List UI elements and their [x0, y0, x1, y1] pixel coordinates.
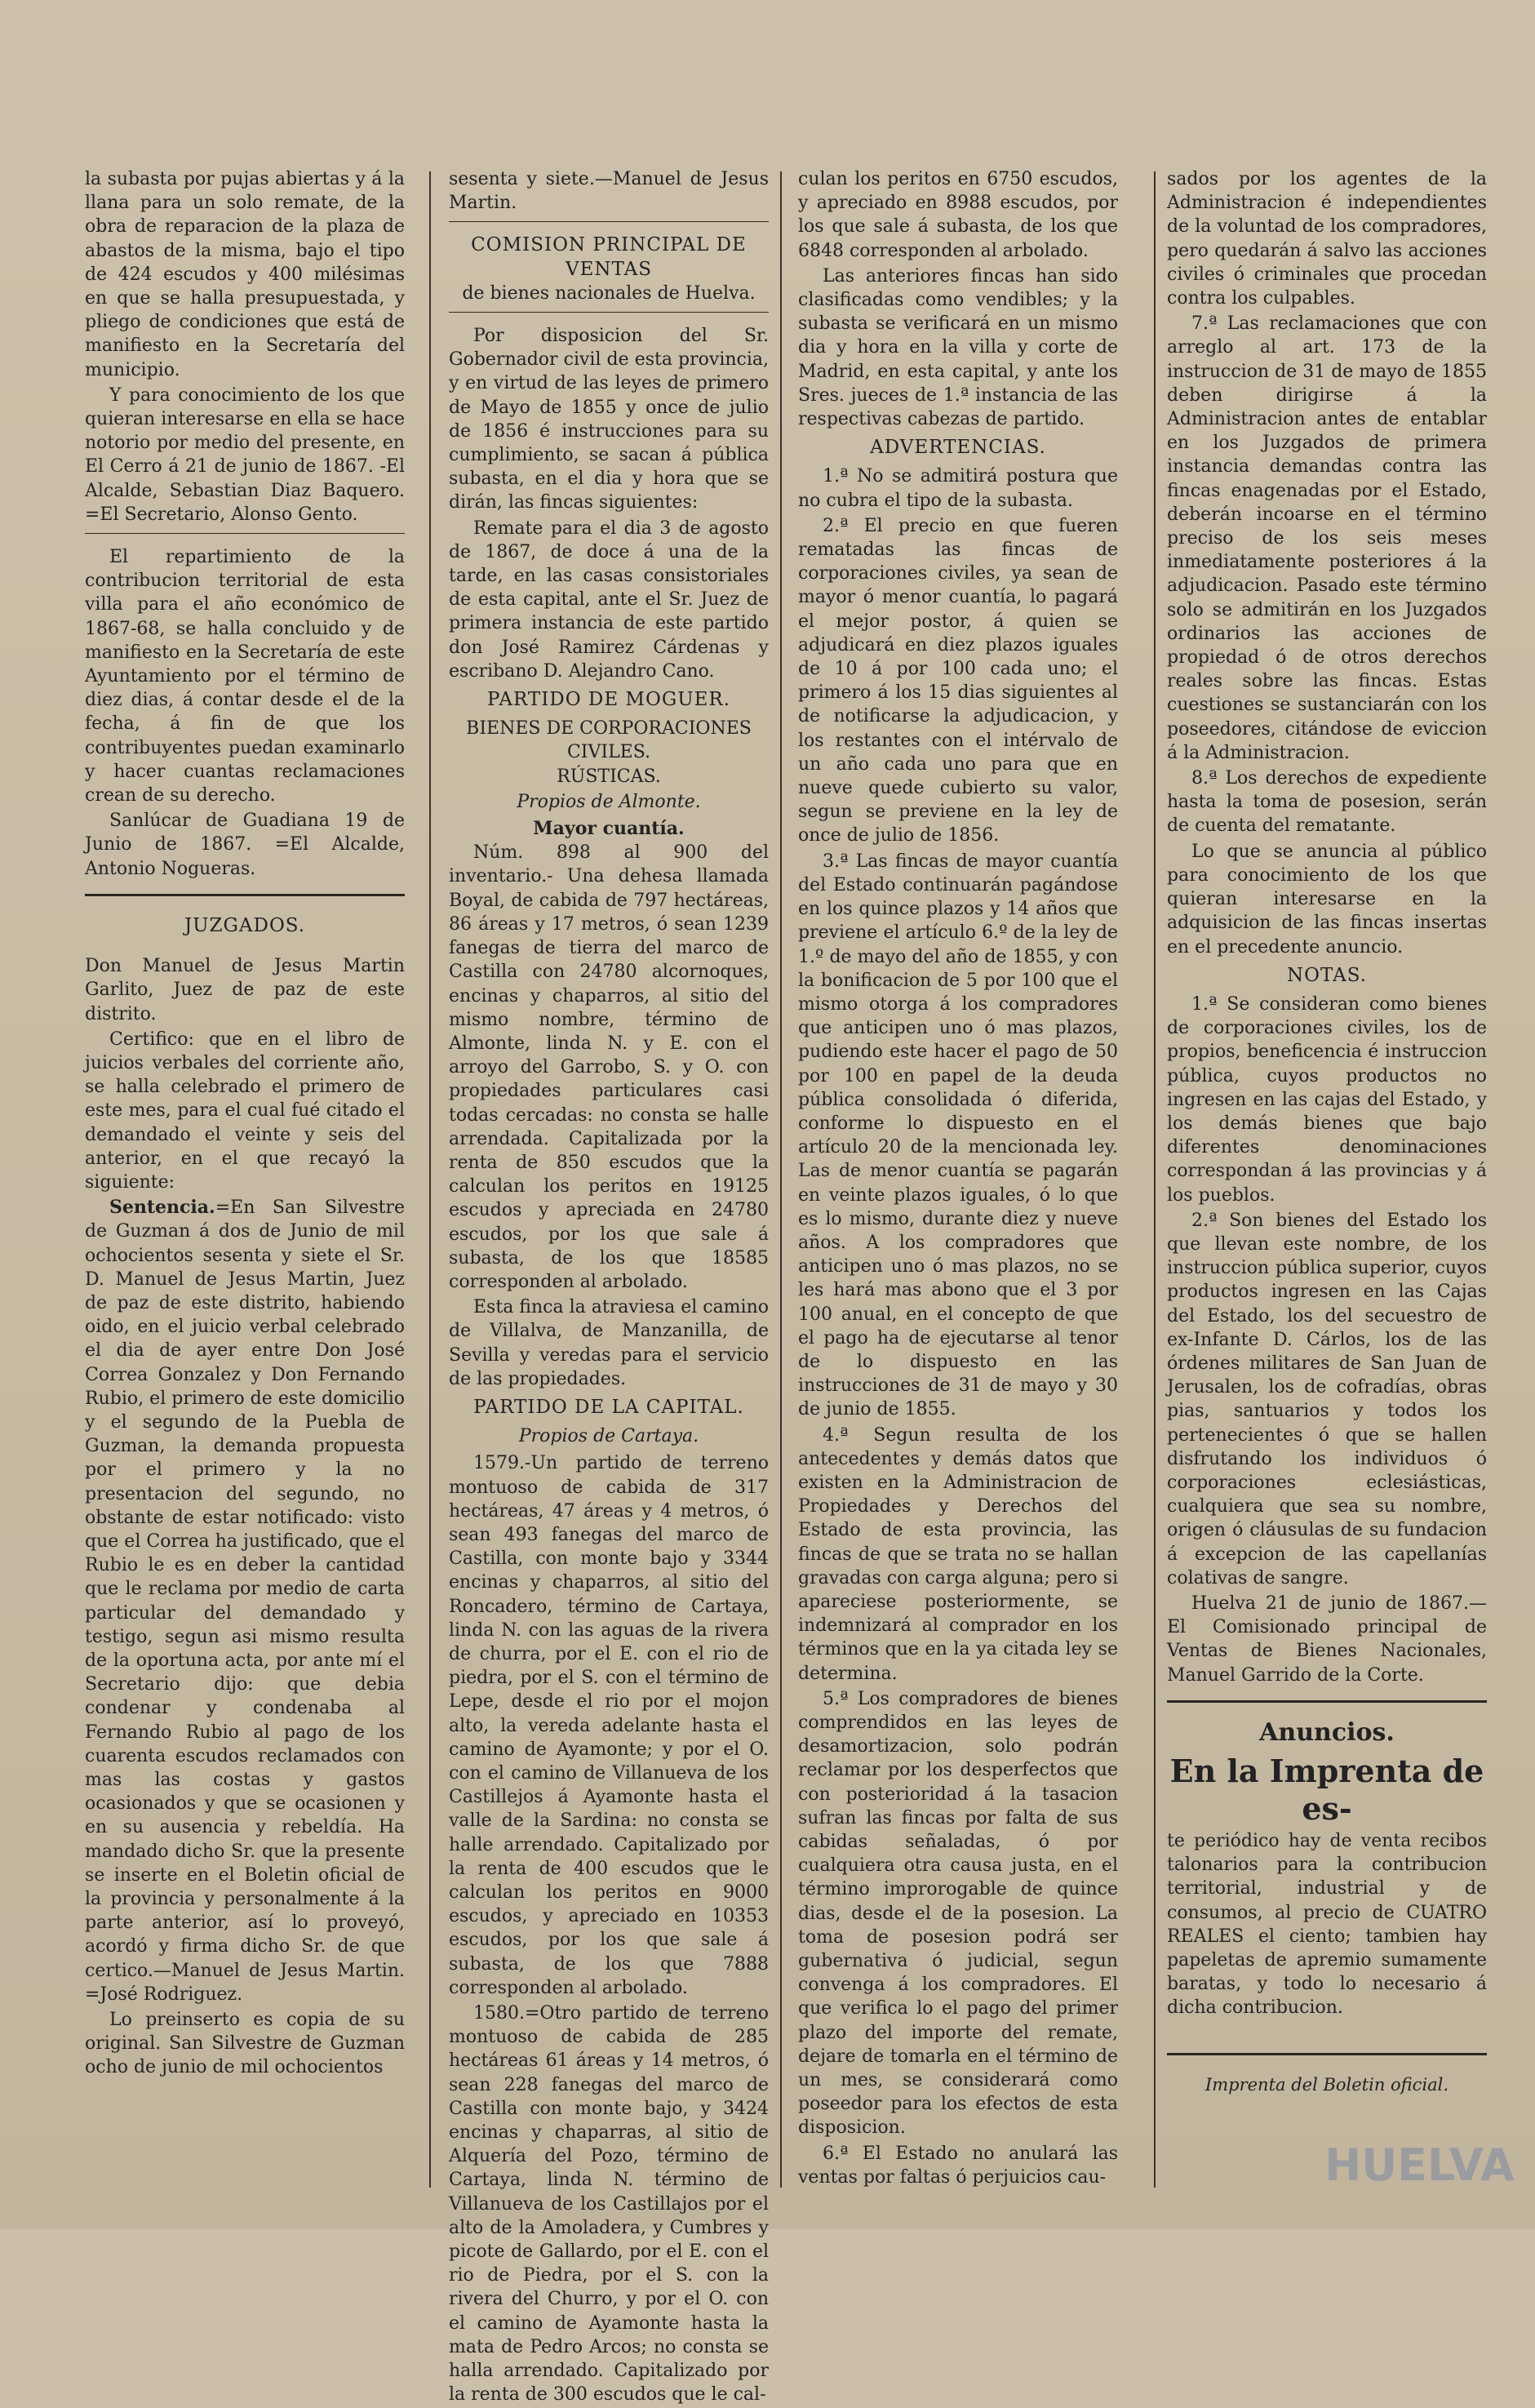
divider [1167, 2053, 1487, 2055]
column-divider [429, 171, 431, 2188]
paragraph: Certifico: que en el libro de juicios verbales del corriente año, se halla celebrado el primero de este mes, para el cual fué citado el demandado el veinte y seis del anterior, en el que recayó la siguiente: [85, 1029, 405, 1193]
archive-stamp: HUELVA [1324, 2139, 1515, 2191]
advertencia-item: 2.ª El precio en que fueren rematadas las fincas de corporaciones civiles, ya sean de mayor ó menor cuantía, lo pagará el mejor postor, á quien se adjudicará en diez plazos iguales de 10 á por 100 cada uno; el primero á los 15 dias siguientes al de notificarse la adjudicacion, y los restantes con el intérvalo de un año cada uno para que en nueve quede cubierto su valor, segun se previene en la ley de once de julio de 1856. [798, 515, 1118, 846]
divider [1167, 1700, 1487, 1703]
paragraph: Las anteriores fincas han sido clasificadas como vendibles; y la subasta se verificará en un mismo dia y hora en la villa y corte de Madrid, en esta capital, y ante los Sres. jueces de 1.ª instancia de las respectivas cabezas de partido. [798, 265, 1118, 430]
column-divider [780, 171, 782, 2188]
advertencia-item: 3.ª Las fincas de mayor cuantía del Estado continuarán pagándose en los quince plazos y 14 años que previene el artículo 6.º de la ley de 1.º de mayo del año de 1855, y con la bonificacion de 5 por 100 que el mismo otorga á los compradores que anticipen uno ó mas plazos, pudiendo este hacer el pago de 50 por 100 en papel de la deuda pública consolidada ó diferida, conforme lo dispuesto en el artículo 20 de la mencionada ley. Las de menor cuantía se pagarán en veinte plazos iguales, ó lo que es lo mismo, durante diez y nueve años. A los compradores que anticipen uno ó mas plazos, no se les hará mas abono que el 3 por 100 anual, en el concepto de que el pago ha de ejecutarse al tenor de lo dispuesto en las instrucciones de 31 de mayo y 30 de junio de 1855. [798, 851, 1118, 1420]
section-heading: ADVERTENCIAS. [870, 437, 1046, 459]
paragraph: te periódico hay de venta recibos talonarios para la contribucion territorial, industrial y de consumos, al precio de CUATRO REALES el ciento; tambien hay papeletas de apremio sumamente baratas, y todo lo necesario á dicha contribucion. [1167, 1831, 1487, 2019]
section-heading: PARTIDO DE MOGUER. [486, 689, 731, 711]
paragraph: Don Manuel de Jesus Martin Garlito, Juez de paz de este distrito. [85, 956, 405, 1024]
nota-item: 2.ª Son bienes del Estado los que llevan este nombre, de los instruccion pública superior, cuyos productos ingresen en las Cajas del Estado, los del secuestro de ex-Infante D. Cárlos, los de las órdenes militares de San Juan de Jerusalen, los de cofradías, obras pias, santuarios y todos los pertenecientes ó que se hallen disfrutando los individuos ó corporaciones eclesiásticas, cualquiera que sea su nombre, origen ó cláusulas de su fundacion á excepcion de las capellanías colativas de sangre. [1167, 1210, 1487, 1588]
advertencia-item: 5.ª Los compradores de bienes comprendidos en las leyes de desamortizacion, solo podrán reclamar por los desperfectos que con posterioridad á la tasacion sufran las fincas por falta de sus cabidas señaladas, ó por cualquiera otra causa justa, en el término improrogable de quince dias, desde el de la posesion. La toma de posesion podrá ser gubernativa ó judicial, segun convenga á los compradores. El que verifica lo el pago del primer plazo del importe del remate, dejare de tomarla en el término de un mes, se considerará como poseedor para los efectos de esta disposicion. [798, 1688, 1118, 2139]
column-divider [1154, 171, 1156, 2188]
section-heading: COMISION PRINCIPAL DE VENTAS [471, 234, 747, 280]
paragraph: Esta finca la atraviesa el camino de Villalva, de Manzanilla, de Sevilla y veredas para el servicio de las propiedades. [449, 1297, 769, 1389]
paragraph: Lo que se anuncia al público para conocimiento de los que quieran interesarse en la adquisicion de las fincas insertas en el precedente anuncio. [1167, 841, 1487, 957]
section-heading: RÚSTICAS. [557, 766, 661, 787]
advertencia-item: 8.ª Los derechos de expediente hasta la toma de posesion, serán de cuenta del rematante. [1167, 768, 1487, 837]
column-1 [85, 167, 405, 2081]
section-heading: BIENES DE CORPORACIONES CIVILES. [466, 718, 752, 763]
paragraph: Sanlúcar de Guadiana 19 de Junio de 1867. =El Alcalde, Antonio Nogueras. [85, 811, 405, 879]
printer-credit: Imprenta del Boletin oficial. [1204, 2074, 1449, 2095]
column-4 [1167, 167, 1487, 2097]
paragraph: Lo preinserto es copia de su original. San Silvestre de Guzman ocho de junio de mil ochocientos [85, 2010, 405, 2078]
paragraph: sesenta y siete.—Manuel de Jesus Martin. [449, 169, 769, 214]
section-heading: JUZGADOS. [184, 914, 306, 936]
divider [449, 312, 769, 313]
paragraph: 1580.=Otro partido de terreno montuoso de cabida de 285 hectáreas 61 áreas y 14 metros, ó sean 228 fanegas del marco de Castilla con monte bajo, y 3424 encinas y chaparras, al sitio de Alquería del Pozo, término de Cartaya, linda N. término de Villanueva de los Castillajos por el alto de la Amoladera, y Cumbres y picote de Gallardo, por el E. con el rio de Piedra, por el S. con la rivera del Churro, y por el O. con el camino de Ayamonte hasta la mata de Pedro Arcos; no consta se halla arrendado. Capitalizado por la renta de 300 escudos que le cal- [449, 2003, 769, 2406]
section-heading: NOTAS. [1287, 964, 1367, 986]
sentencia-text: =En San Silvestre de Guzman á dos de Junio de mil ochocientos sesenta y siete el Sr. D. Manuel de Jesus Martin, Juez de paz de este distrito, habiendo oido, en el juicio verbal celebrado el dia de ayer entre Don José Correa Gonzalez y Don Fernando Rubio, el primero de este domicilio y el segundo de la Puebla de Guzman, la demanda propuesta por el primero y la no presentacion del segundo, no obstante de estar notificado: visto que el Correa ha justificado, que el Rubio le es en deber la cantidad que le reclama por medio de carta particular del demandado y testigo, segun asi mismo resulta de la oportuna acta, por ante mí el Secretario dijo: que debia condenar y condenaba al Fernando Rubio al pago de los cuarenta escudos reclamados con mas las costas y gastos ocasionados y que se ocasionen y en su ausencia y rebeldía. Ha mandado dicho Sr. que la presente se inserte en el Boletin oficial de la provincia y personalmente á la parte anterior, así lo proveyó, acordó y firma dicho Sr. de que certico.—Manuel de Jesus Martin. =José Rodriguez. [85, 1197, 405, 2005]
paragraph: sados por los agentes de la Administracion é independientes de la voluntad de los compradores, pero quedarán á salvo las acciones civiles ó criminales que procedan contra los culpables. [1167, 169, 1487, 309]
nota-item: 1.ª Se consideran como bienes de corporaciones civiles, los de propios, beneficencia é instruccion pública, cuyos productos no ingresen en las cajas del Estado, y los demás bienes que bajo diferentes denominaciones correspondan á las provincias y á los pueblos. [1167, 993, 1487, 1206]
paragraph: Núm. 898 al 900 del inventario.- Una dehesa llamada Boyal, de cabida de 797 hectáreas, 86 áreas y 17 metros, ó sean 1239 fanegas de tierra del marco de Castilla con 24780 alcornoques, encinas y chaparros, al sitio del mismo nombre, término de Almonte, linda N. y E. con el arroyo del Garrobo, S. y O. con propiedades particulares casi todas cercadas: no consta se halle arrendada. Capitalizada por la renta de 850 escudos que la calculan los peritos en 19125 escudos y apreciada en 24780 escudos, por los que sale á subasta, de los que 18585 corresponden al arbolado. [449, 842, 769, 1292]
column-3 [798, 167, 1118, 2191]
paragraph: Remate para el dia 3 de agosto de 1867, de doce á una de la tarde, en las casas consistoriales de esta capital, ante el Sr. Juez de primera instancia de este partido don José Ramirez Cárdenas y escribano D. Alejandro Cano. [449, 518, 769, 682]
section-subheading: Propios de Cartaya. [518, 1426, 699, 1447]
advertencia-item: 6.ª El Estado no anulará las ventas por faltas ó perjuicios cau- [798, 2143, 1118, 2188]
divider [85, 894, 405, 896]
advertencia-item: 4.ª Segun resulta de los antecedentes y demás datos que existen en la Administracion de Propiedades y Derechos del Estado de esta provincia, las fincas de que se trata no se hallan gravadas con carga alguna; pero si apareciese posteriormente, se indemnizará al comprador en los términos que en la ya citada ley se determina. [798, 1424, 1118, 1684]
section-subheading: Mayor cuantía. [533, 818, 685, 840]
divider [449, 221, 769, 222]
paragraph: 1579.-Un partido de terreno montuoso de cabida de 317 hectáreas, 47 áreas y 4 metros, ó sean 493 fanegas del marco de Castilla, con monte bajo y 3344 encinas y chaparros, al sitio del Roncadero, término de Cartaya, linda N. con las aguas de la rivera de churra, por el E. con el rio de piedra, por el S. con el término de Lepe, desde el rio por el mojon alto, la vereda adelante hasta el camino de Ayamonte; y por el O. con el camino de Villanueva de los Castillejos á Ayamonte hasta el valle de la Sardina: no consta se halle arrendado. Capitalizado por la renta de 400 escudos que le calculan los peritos en 9000 escudos, y apreciado en 10353 escudos, por los que sale á subasta, de los que 7888 corresponden al arbolado. [449, 1453, 769, 1998]
paragraph: Y para conocimiento de los que quieran interesarse en ella se hace notorio por medio del presente, en El Cerro á 21 de junio de 1867. -El Alcalde, Sebastian Diaz Baquero. =El Secretario, Alonso Gento. [85, 384, 405, 525]
ads-heading: Anuncios. [1259, 1717, 1395, 1747]
sentencia-label: Sentencia. [109, 1197, 215, 1219]
section-subheading: Propios de Almonte. [517, 791, 701, 812]
advertencia-item: 7.ª Las reclamaciones que con arreglo al art. 173 de la instruccion de 31 de mayo de 1855 deben dirigirse á la Administracion antes de entablar en los Juzgados de primera instancia demandas contra las fincas enagenadas por el Estado, deberán incoarse en el término preciso de los seis meses inmediatamente posteriores á la adjudicacion. Pasado este término solo se admitirán en los Juzgados ordinarios las acciones de propiedad ó de otros derechos reales sobre las fincas. Estas cuestiones se sustanciarán con los poseedores, citándose de eviccion á la Administracion. [1167, 313, 1488, 763]
section-subheading: de bienes nacionales de Huelva. [462, 282, 756, 304]
advertencia-item: 1.ª No se admitirá postura que no cubra el tipo de la subasta. [798, 466, 1118, 511]
paragraph: El repartimiento de la contribucion territorial de esta villa para el año económico de 1867-68, se halla concluido y de manifiesto en la Secretaría de este Ayuntamiento por el término de diez dias, á contar desde el de la fecha, á fin de que los contribuyentes puedan examinarlo y hacer cuantas reclamaciones crean de su derecho. [85, 547, 405, 806]
section-heading: PARTIDO DE LA CAPITAL. [473, 1396, 744, 1418]
paragraph: Huelva 21 de junio de 1867.— El Comisionado principal de Ventas de Bienes Nacionales, Manuel Garrido de la Corte. [1167, 1593, 1487, 1686]
divider [85, 533, 405, 534]
paragraph [85, 1196, 405, 2006]
paragraph: culan los peritos en 6750 escudos, y apreciado en 8988 escudos, por los que sale á subasta, de los que 6848 corresponden al arbolado. [798, 169, 1118, 261]
column-2 [449, 167, 769, 2408]
paragraph: Por disposicion del Sr. Gobernador civil de esta provincia, y en virtud de las leyes de primero de Mayo de 1855 y once de julio de 1856 é instrucciones para su cumplimiento, se sacan á pública subasta, en el dia y hora que se dirán, las fincas siguientes: [449, 326, 769, 513]
ad-headline: En la Imprenta de es- [1169, 1753, 1484, 1827]
paragraph: la subasta por pujas abiertas y á la llana para un solo remate, de la obra de reparacion de la plaza de abastos de la misma, bajo el tipo de 424 escudos y 400 milésimas en que se halla presupuestada, y pliego de condiciones que está de manifiesto en la Secretaría del municipio. [85, 169, 405, 380]
